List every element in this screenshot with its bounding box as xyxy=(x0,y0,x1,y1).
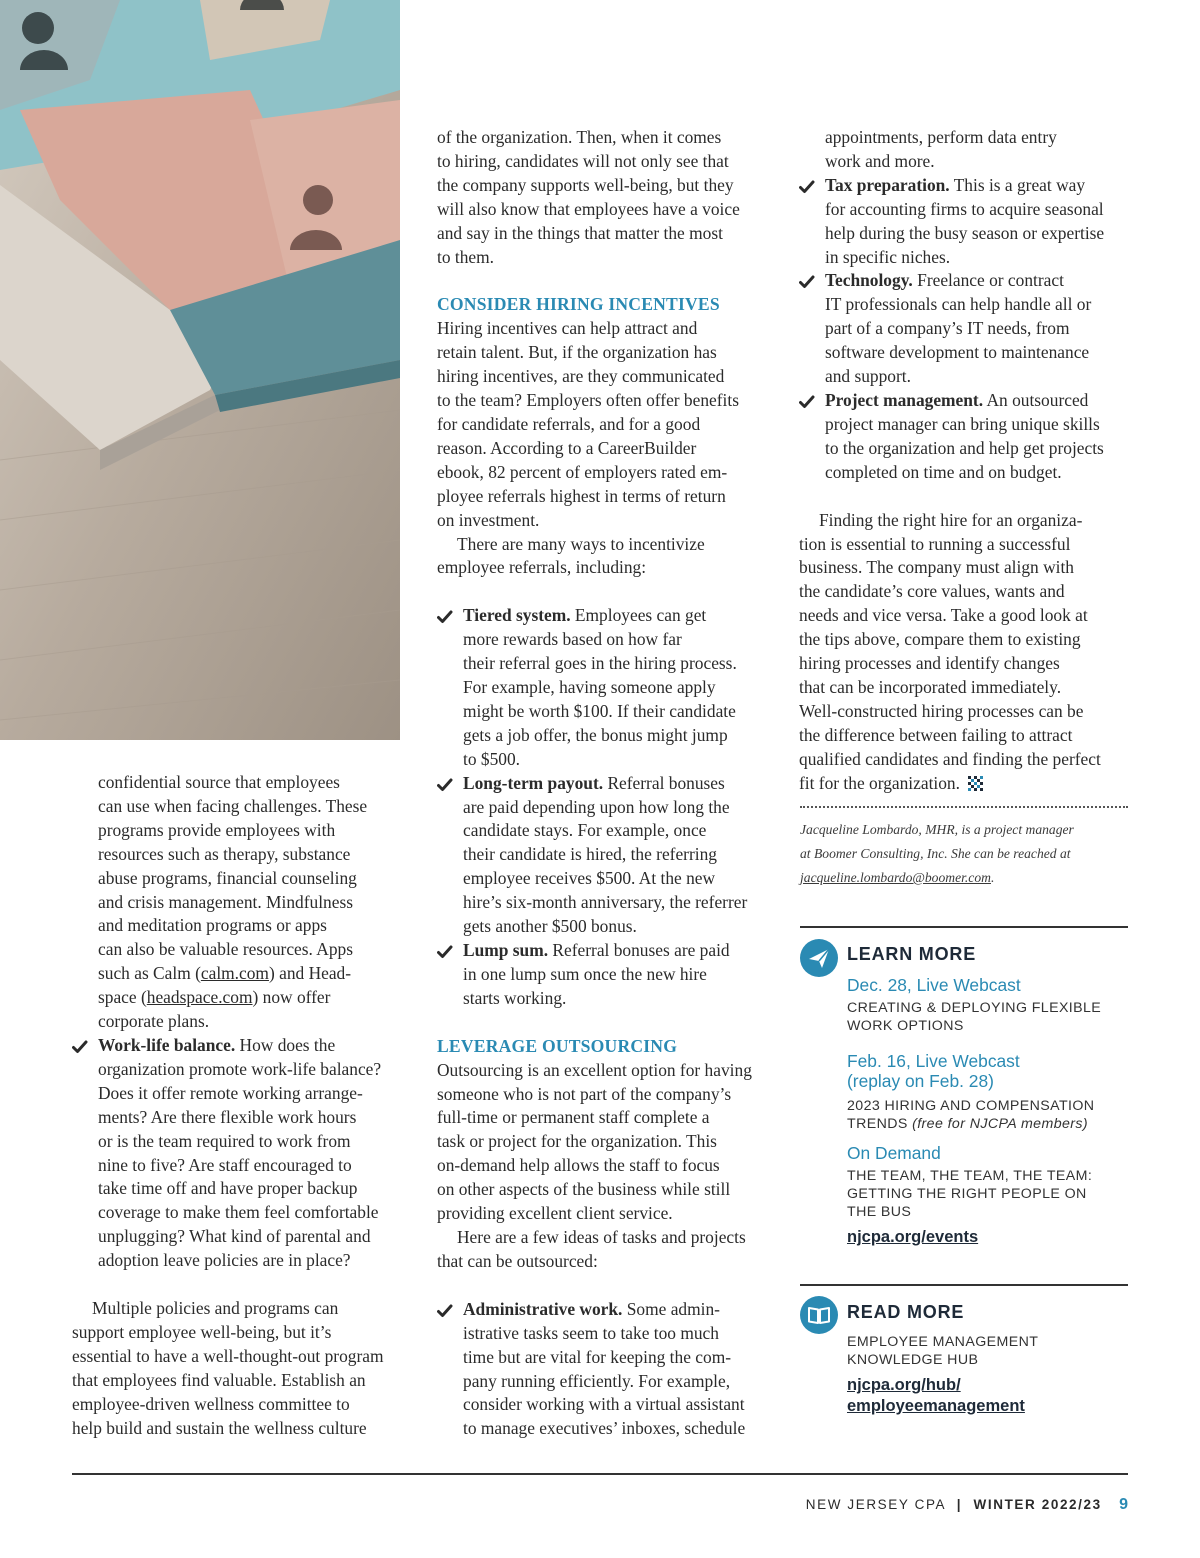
check-icon xyxy=(437,939,453,963)
read-more-divider xyxy=(800,1284,1128,1286)
text-line: organization promote work-life balance? xyxy=(98,1058,382,1079)
list-item-long-term-payout: Long-term payout. Referral bonuses are paid depending upon how long the candidate stays. For example, once their candidate is hired, the referring employee receives $500. At the new hire’s six-month anniversary, the referrer gets another $500 bonus. xyxy=(437,772,777,939)
text-line: can also be valuable resources. Apps xyxy=(98,939,353,960)
text-line: are paid depending upon how long the xyxy=(463,796,730,817)
text-line: for candidate referrals, and for a good xyxy=(437,413,701,434)
text-line: of the organization. Then, when it comes xyxy=(437,127,722,147)
text-line: qualified candidates and finding the perfect xyxy=(799,748,1101,769)
text-line: work and more. xyxy=(825,150,935,171)
text-line: help build and sustain the wellness culture xyxy=(72,1417,367,1438)
text-line: completed on time and on budget. xyxy=(825,461,1062,482)
text-line: and support. xyxy=(825,366,911,387)
text-line: appointments, perform data entry xyxy=(825,127,1057,147)
text-line: and crisis management. Mindfulness xyxy=(98,891,354,912)
text-line: their referral goes in the hiring process. xyxy=(463,653,737,674)
header-photo xyxy=(0,0,400,740)
calm-link[interactable]: calm.com xyxy=(200,963,269,984)
list-item-tax-preparation: Tax preparation. This is a great way for accounting firms to acquire seasonal help during the busy season or expertise in specific niches. xyxy=(799,174,1134,270)
learn-more-divider xyxy=(800,926,1128,928)
issue-label: WINTER 2022/23 xyxy=(973,1497,1102,1512)
text-line: starts working. xyxy=(463,987,567,1008)
list-item-title: Project management. xyxy=(825,389,984,410)
section-heading: CONSIDER HIRING INCENTIVES xyxy=(437,294,720,315)
text-line: hiring incentives, are they communicated xyxy=(437,366,725,387)
bio-line: at Boomer Consulting, Inc. She can be reached at xyxy=(800,846,1071,861)
text-line: IT professionals can help handle all or xyxy=(825,294,1092,315)
check-icon xyxy=(799,389,815,413)
page-number: 9 xyxy=(1119,1496,1128,1513)
text-line: to $500. xyxy=(463,748,521,769)
event-description: CREATING & DEPLOYING FLEXIBLE WORK OPTIONS xyxy=(847,1000,1102,1034)
footer-divider xyxy=(72,1473,1128,1475)
text-line: to the organization and help get projects xyxy=(825,437,1104,458)
event-date: Feb. 16, Live Webcast (replay on Feb. 28) xyxy=(847,1051,1020,1091)
text-line: and say in the things that matter the most xyxy=(437,222,723,243)
dotted-divider xyxy=(800,806,1128,808)
text-line: task or project for the organization. This xyxy=(437,1131,717,1152)
text-line: istrative tasks seem to take too much xyxy=(463,1322,719,1343)
column-left xyxy=(72,771,402,1440)
event-date: Dec. 28, Live Webcast xyxy=(847,975,1021,995)
text-line: on-demand help allows the staff to focus xyxy=(437,1155,720,1176)
check-icon xyxy=(72,1034,88,1058)
hub-link[interactable]: employeemanagement xyxy=(847,1397,1025,1415)
text-line: nine to five? Are staff encouraged to xyxy=(98,1154,352,1175)
event-description: THE TEAM, THE TEAM, THE TEAM: GETTING THE RIGHT PEOPLE ON THE BUS xyxy=(847,1168,1093,1220)
text-line: candidate stays. For example, once xyxy=(463,820,707,841)
text-line: corporate plans. xyxy=(98,1011,210,1032)
text-line: in one lump sum once the new hire xyxy=(463,963,707,984)
check-icon xyxy=(437,604,453,628)
text-line: resources such as therapy, substance xyxy=(98,843,351,864)
author-email-link[interactable]: jacqueline.lombardo@boomer.com xyxy=(800,870,991,885)
text-line: consider working with a virtual assistant xyxy=(463,1394,745,1415)
text-line: ebook, 82 percent of employers rated em- xyxy=(437,461,728,482)
list-item-project-management: Project management. An outsourced project manager can bring unique skills to the organization and help get projects completed on time and on budget. xyxy=(799,389,1134,485)
text-line: or is the team required to work from xyxy=(98,1130,351,1151)
list-item-lump-sum: Lump sum. Referral bonuses are paid in one lump sum once the new hire starts working. xyxy=(437,939,777,1011)
text-line: more rewards based on how far xyxy=(463,629,682,650)
text-line: to hiring, candidates will not only see that xyxy=(437,150,729,171)
event-description: 2023 HIRING AND COMPENSATION TRENDS (free for NJCPA members) xyxy=(847,1098,1095,1132)
read-more-box xyxy=(847,1302,1132,1417)
text-line: coverage to make them feel comfortable xyxy=(98,1202,379,1223)
text-line: software development to maintenance xyxy=(825,342,1090,363)
author-bio: Jacqueline Lombardo, MHR, is a project manager at Boomer Consulting, Inc. She can be reached at jacqueline.lombardo@boomer.com. xyxy=(800,818,1130,890)
text-line: confidential source that employees xyxy=(98,772,340,792)
text-line: for accounting firms to acquire seasonal xyxy=(825,198,1104,219)
text-line: programs provide employees with xyxy=(98,819,336,840)
text-line: Well-constructed hiring processes can be xyxy=(799,700,1084,721)
text-line: part of a company’s IT needs, from xyxy=(825,318,1070,339)
text-line: space (headspace.com) now offer xyxy=(98,987,331,1008)
text-line: that can be outsourced: xyxy=(437,1250,598,1271)
check-icon xyxy=(799,174,815,198)
book-icon xyxy=(800,1296,838,1334)
text-line: For example, having someone apply xyxy=(463,677,716,698)
text-line: reason. According to a CareerBuilder xyxy=(437,437,697,458)
check-icon xyxy=(437,1298,453,1322)
list-item-title: Lump sum. xyxy=(463,940,549,960)
text-line: pany running efficiently. For example, xyxy=(463,1370,731,1391)
text-line: Hiring incentives can help attract and xyxy=(437,318,698,339)
text-line: employee referrals, including: xyxy=(437,557,647,578)
text-line: that employees find valuable. Establish an xyxy=(72,1369,366,1390)
text-line: Outsourcing is an excellent option for having xyxy=(437,1059,752,1080)
text-line: support employee well-being, but it’s xyxy=(72,1321,332,1342)
text-line: essential to have a well-thought-out program xyxy=(72,1345,384,1366)
section-heading: LEVERAGE OUTSOURCING xyxy=(437,1035,678,1056)
text-line: ments? Are there flexible work hours xyxy=(98,1106,357,1127)
text-line: retain talent. But, if the organization has xyxy=(437,342,717,363)
text-line: project manager can bring unique skills xyxy=(825,413,1100,434)
learn-more-box xyxy=(847,944,1132,1248)
list-item-administrative-work: Administrative work. Some admin- istrative tasks seem to take too much time but are vital for keeping the com- pany running efficiently. For example, consider working with a virtual assistant to manage executives’ inboxes, schedule xyxy=(437,1298,777,1441)
text-line: and meditation programs or apps xyxy=(98,915,327,936)
text-line: the difference between failing to attract xyxy=(799,724,1073,745)
text-line: gets a job offer, the bonus might jump xyxy=(463,724,728,745)
text-line: the tips above, compare them to existing xyxy=(799,629,1081,650)
text-line: time but are vital for keeping the com- xyxy=(463,1346,732,1367)
footer-separator: | xyxy=(956,1497,963,1512)
text-line: abuse programs, financial counseling xyxy=(98,867,357,888)
text-line: in specific niches. xyxy=(825,246,951,267)
event-note: (free for NJCPA members) xyxy=(912,1116,1089,1132)
text-line: their candidate is hired, the referring xyxy=(463,844,717,865)
list-item-title: Work-life balance. xyxy=(98,1034,236,1055)
list-item-tiered-system: Tiered system. Employees can get more rewards based on how far their referral goes in the hiring process. For example, having someone apply might be worth $100. If their candidate gets a job offer, the bonus might jump to $500. xyxy=(437,604,777,771)
text-line: on other aspects of the business while still xyxy=(437,1179,731,1200)
end-mark-icon xyxy=(968,774,983,798)
text-line: Does it offer remote working arrange- xyxy=(98,1082,363,1103)
list-item-technology: Technology. Freelance or contract IT professionals can help handle all or part of a company’s IT needs, from software development to maintenance and support. xyxy=(799,269,1134,389)
read-more-description: EMPLOYEE MANAGEMENT KNOWLEDGE HUB xyxy=(847,1334,1039,1368)
text-line: adoption leave policies are in place? xyxy=(98,1250,351,1271)
text-line: tion is essential to running a successful xyxy=(799,533,1071,554)
text-line: to manage executives’ inboxes, schedule xyxy=(463,1418,746,1439)
text-line: providing excellent client service. xyxy=(437,1203,673,1224)
text-line: can use when facing challenges. These xyxy=(98,795,368,816)
list-item-title: Tiered system. xyxy=(463,605,571,626)
text-line: hire’s six-month anniversary, the referrer xyxy=(463,892,748,913)
text-line: gets another $500 bonus. xyxy=(463,916,637,937)
list-item-work-life-balance: Work-life balance. How does the organization promote work-life balance? Does it offer remote working arrange- ments? Are there flexible work hours or is the team required to work from nine to five? Are staff encouraged to take time off and have proper backup coverage to make them feel comfortable unplugging? What kind of parental and adoption leave policies are in place? xyxy=(72,1034,402,1273)
events-link[interactable]: njcpa.org/events xyxy=(847,1228,979,1246)
bio-line: Jacqueline Lombardo, MHR, is a project manager xyxy=(800,822,1074,837)
text-line: will also know that employees have a voice xyxy=(437,198,740,219)
magazine-name: NEW JERSEY CPA xyxy=(805,1497,946,1512)
check-icon xyxy=(437,772,453,796)
text-line: to the team? Employers often offer benefits xyxy=(437,390,739,411)
text-line: that can be incorporated immediately. xyxy=(799,676,1062,697)
learn-more-title: LEARN MORE xyxy=(847,944,976,964)
text-line: needs and vice versa. Take a good look at xyxy=(799,605,1088,626)
headspace-link[interactable]: headspace.com xyxy=(146,987,253,1008)
check-icon xyxy=(799,269,815,293)
list-item-title: Administrative work. xyxy=(463,1298,623,1319)
text-line: employee receives $500. At the new xyxy=(463,868,716,889)
text-line: on investment. xyxy=(437,509,540,530)
text-line: someone who is not part of the company’s xyxy=(437,1083,732,1104)
text-line: There are many ways to incentivize xyxy=(457,533,705,554)
text-line: employee-driven wellness committee to xyxy=(72,1393,350,1414)
column-right xyxy=(799,126,1134,797)
text-line: hiring processes and identify changes xyxy=(799,653,1060,674)
text-line: to them. xyxy=(437,246,494,267)
text-line: Finding the right hire for an organiza- xyxy=(819,509,1083,530)
list-item-title: Tax preparation. xyxy=(825,174,950,195)
text-line: such as Calm (calm.com) and Head- xyxy=(98,963,352,984)
text-line: the company supports well-being, but they xyxy=(437,174,734,195)
text-line: Multiple policies and programs can xyxy=(92,1298,339,1319)
event-date: On Demand xyxy=(847,1143,941,1163)
text-line: help during the busy season or expertise xyxy=(825,222,1105,243)
text-line: full-time or permanent staff complete a xyxy=(437,1107,710,1128)
page-footer xyxy=(806,1496,1128,1514)
text-line: Here are a few ideas of tasks and projects xyxy=(457,1226,746,1247)
text-line: ployee referrals highest in terms of return xyxy=(437,485,726,506)
text-line: the candidate’s core values, wants and xyxy=(799,581,1065,602)
text-line: might be worth $100. If their candidate xyxy=(463,700,736,721)
hub-link[interactable]: njcpa.org/hub/ xyxy=(847,1376,961,1394)
text-line: fit for the organization. xyxy=(799,772,960,793)
paper-plane-icon xyxy=(800,939,838,977)
column-middle xyxy=(437,126,777,1441)
text-line: take time off and have proper backup xyxy=(98,1178,358,1199)
read-more-title: READ MORE xyxy=(847,1302,965,1322)
list-item-title: Long-term payout. xyxy=(463,772,604,793)
text-line: unplugging? What kind of parental and xyxy=(98,1226,371,1247)
list-item-title: Technology. xyxy=(825,270,913,291)
puzzle-blocks-photo xyxy=(0,0,400,740)
text-line: business. The company must align with xyxy=(799,557,1075,578)
